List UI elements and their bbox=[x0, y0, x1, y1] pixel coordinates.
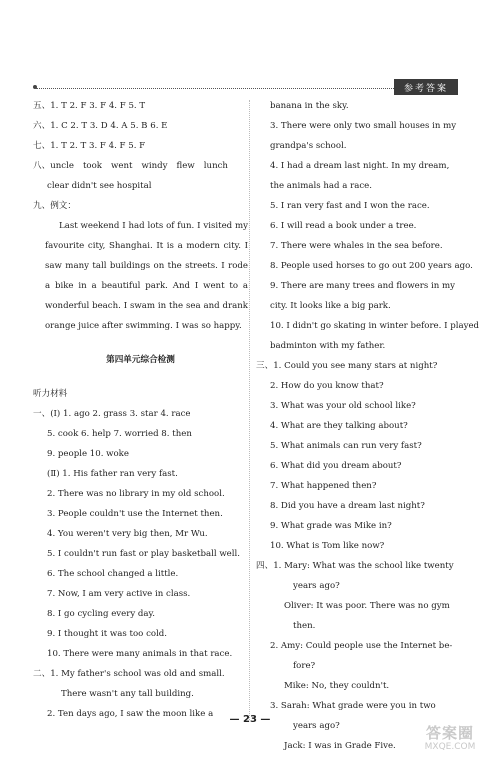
page-number: — 23 — bbox=[229, 714, 271, 725]
sample-essay bbox=[33, 216, 248, 336]
answer-line: Mike: No, they couldn't. bbox=[284, 681, 390, 691]
answer-line: 10. There were many animals in that race. bbox=[47, 649, 233, 659]
answer-line: 3. People couldn't use the Internet then. bbox=[47, 509, 223, 519]
header-badge: 参考答案 bbox=[394, 79, 458, 95]
answer-line: 9. What grade was Mike in? bbox=[270, 521, 392, 531]
answer-line: 2. Ten days ago, I saw the moon like a bbox=[47, 709, 214, 719]
answer-line: 3. Sarah: What grade were you in two bbox=[270, 701, 436, 711]
word: 八、uncle bbox=[33, 161, 74, 171]
answer-line: 5. What animals can run very fast? bbox=[270, 441, 422, 451]
word: took bbox=[82, 161, 102, 171]
answer-line: badminton with my father. bbox=[270, 341, 386, 351]
answer-line: 5. cook 6. help 7. worried 8. then bbox=[47, 429, 192, 439]
word: windy bbox=[141, 161, 168, 171]
answer-line: 7. There were whales in the sea before. bbox=[270, 241, 443, 251]
answer-line: 6. What did you dream about? bbox=[270, 461, 402, 471]
column-divider bbox=[249, 100, 250, 720]
watermark-logo bbox=[410, 726, 490, 764]
watermark-bottom: MXQE.COM bbox=[424, 742, 476, 752]
word: went bbox=[111, 161, 133, 171]
answer-line: then. bbox=[293, 621, 316, 631]
answer-line: 六、1. C 2. T 3. D 4. A 5. B 6. E bbox=[33, 121, 168, 131]
answer-line: clear didn't see hospital bbox=[47, 181, 152, 191]
answer-line: 2. Amy: Could people use the Internet be- bbox=[270, 641, 453, 651]
answer-line: 8. I go cycling every day. bbox=[47, 609, 156, 619]
answer-line: 5. I couldn't run fast or play basketball well. bbox=[47, 549, 240, 559]
answer-line: 10. I didn't go skating in winter before. I played bbox=[270, 321, 480, 331]
answer-line: 6. The school changed a little. bbox=[47, 569, 179, 579]
answer-line: 8. Did you have a dream last night? bbox=[270, 501, 425, 511]
answer-line: Oliver: It was poor. There was no gym bbox=[284, 601, 450, 611]
word: lunch bbox=[203, 161, 228, 171]
right-column bbox=[256, 96, 480, 756]
answer-line: There wasn't any tall building. bbox=[61, 689, 194, 699]
section-title: 第四单元综合检测 bbox=[106, 355, 175, 365]
answer-line: 2. How do you know that? bbox=[270, 381, 384, 391]
answer-line: 3. What was your old school like? bbox=[270, 401, 416, 411]
answer-line: banana in the sky. bbox=[270, 101, 349, 111]
answer-line: 6. I will read a book under a tree. bbox=[270, 221, 417, 231]
watermark-top: 答案圈 bbox=[425, 724, 474, 742]
answer-line: 4. What are they talking about? bbox=[270, 421, 408, 431]
answer-line: 二、1. My father's school was old and small. bbox=[33, 669, 225, 679]
answer-line: 9. people 10. woke bbox=[47, 449, 129, 459]
answer-line: Jack: I was in Grade Five. bbox=[284, 741, 396, 751]
answer-line: fore? bbox=[293, 661, 316, 671]
word: flew bbox=[176, 161, 195, 171]
word-answer-line bbox=[33, 156, 228, 176]
answer-line: 五、1. T 2. F 3. F 4. F 5. T bbox=[33, 101, 146, 111]
left-column bbox=[33, 96, 248, 724]
answer-line: years ago? bbox=[293, 721, 340, 731]
answer-line: city. It looks like a big park. bbox=[270, 301, 391, 311]
answer-line: 四、1. Mary: What was the school like twenty bbox=[256, 561, 454, 571]
essay-text: Last weekend I had lots of fun. I visited my favourite city, Shanghai. It is a modern city. I saw many tall buildings on the streets. I rode a bike in a beautiful park. And I went to a wonderful beach. I swam in the sea and drank orange juice after swimming. I was so happy. bbox=[45, 221, 248, 331]
answer-line: grandpa's school. bbox=[270, 141, 347, 151]
answer-line: 9. I thought it was too cold. bbox=[47, 629, 168, 639]
listening-heading: 听力材料 bbox=[33, 389, 68, 399]
answer-line: 7. What happened then? bbox=[270, 481, 377, 491]
answer-line: 10. What is Tom like now? bbox=[270, 541, 385, 551]
answer-line: 9. There are many trees and flowers in my bbox=[270, 281, 456, 291]
answer-line: 7. Now, I am very active in class. bbox=[47, 589, 191, 599]
answer-line: 九、例文： bbox=[33, 201, 76, 211]
answer-line: 4. You weren't very big then, Mr Wu. bbox=[47, 529, 208, 539]
answer-line: 三、1. Could you see many stars at night? bbox=[256, 361, 438, 371]
answer-line: 5. I ran very fast and I won the race. bbox=[270, 201, 430, 211]
answer-line: 2. There was no library in my old school. bbox=[47, 489, 225, 499]
answer-line: 4. I had a dream last night. In my dream, bbox=[270, 161, 450, 171]
answer-line: 七、1. T 2. T 3. F 4. F 5. F bbox=[33, 141, 146, 151]
answer-line: 3. There were only two small houses in my bbox=[270, 121, 457, 131]
answer-line: (Ⅱ) 1. His father ran very fast. bbox=[47, 469, 178, 479]
answer-line: the animals had a race. bbox=[270, 181, 372, 191]
answer-line: 8. People used horses to go out 200 years ago. bbox=[270, 261, 473, 271]
answer-line: years ago? bbox=[293, 581, 340, 591]
answer-line: 一、(Ⅰ) 1. ago 2. grass 3. star 4. race bbox=[33, 409, 191, 419]
header-rule bbox=[36, 88, 394, 89]
